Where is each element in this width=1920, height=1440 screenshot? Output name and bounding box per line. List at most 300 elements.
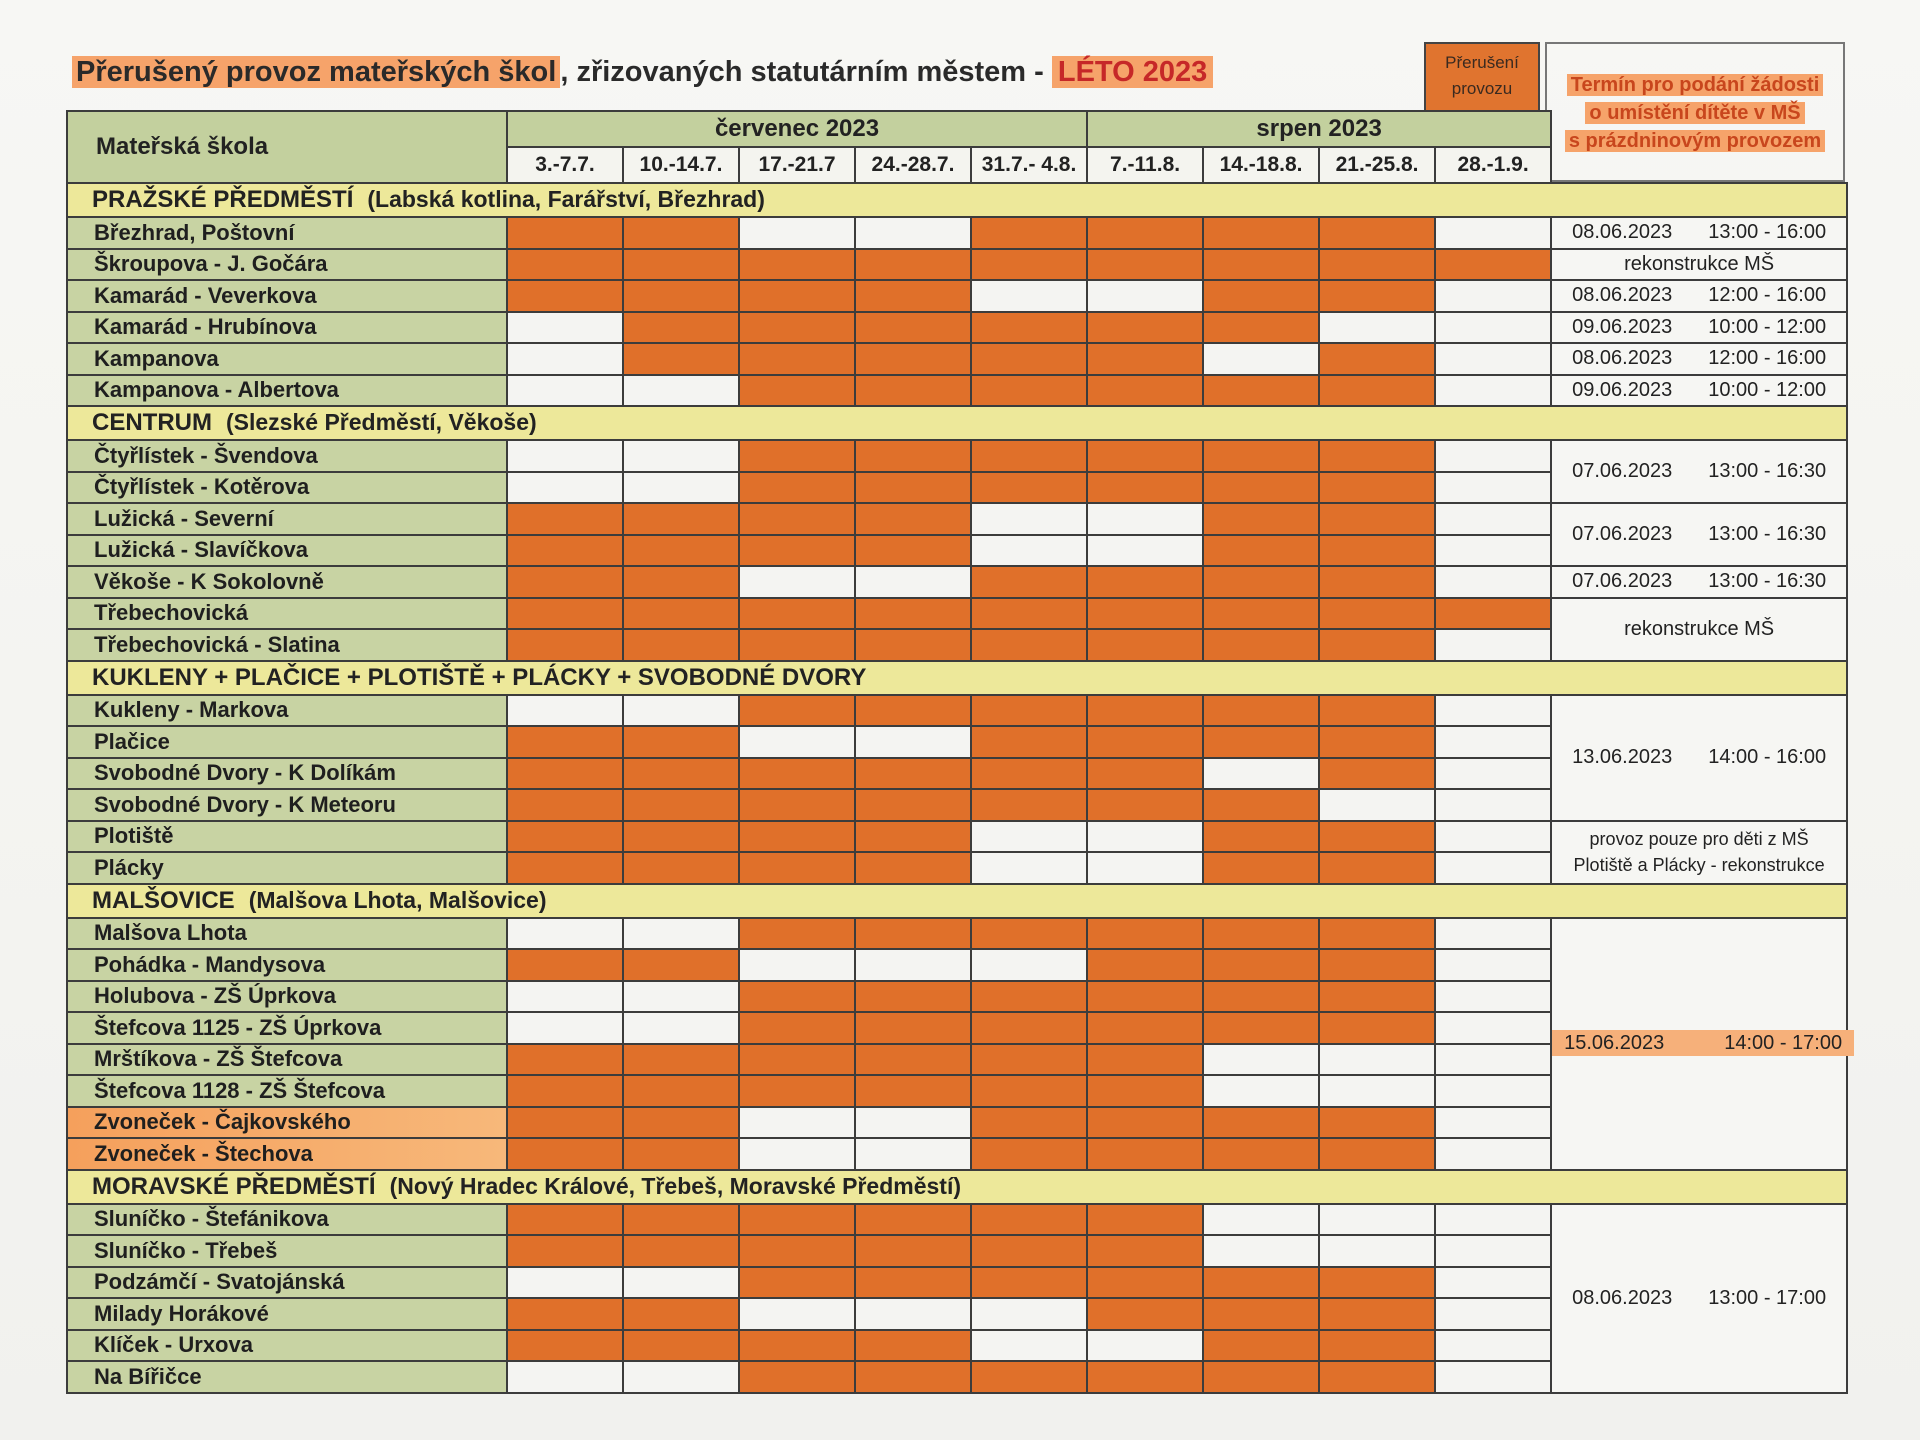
closed-week-cell [739,789,855,821]
closed-week-cell [623,343,739,375]
closed-week-cell [1087,789,1203,821]
term-time: 14:00 - 17:00 [1718,1030,1848,1056]
closed-week-cell [855,503,971,535]
closed-week-cell [1087,1298,1203,1330]
term-time: 13:00 - 16:30 [1708,460,1827,482]
open-week-cell [1435,852,1551,884]
closed-week-cell [623,629,739,661]
open-week-cell [1435,758,1551,790]
term-note: rekonstrukce MŠ [1624,617,1775,640]
open-week-cell [623,695,739,727]
open-week-cell [739,726,855,758]
closed-week-cell [623,598,739,630]
closed-week-cell [1203,535,1319,567]
open-week-cell [739,217,855,249]
open-week-cell [507,918,623,950]
closed-week-cell [1203,249,1319,281]
closed-week-cell [1319,981,1435,1013]
term-date: 15.06.2023 [1558,1030,1670,1056]
closed-week-cell [1319,249,1435,281]
open-week-cell [623,472,739,504]
open-week-cell [1435,1235,1551,1267]
term-date: 08.06.2023 [1572,347,1673,370]
legend-line-2: provozu [1451,79,1513,98]
legend-line-1: Přerušení [1445,53,1519,72]
closed-week-cell [739,280,855,312]
week-header: 31.7.- 4.8. [971,147,1087,183]
table-row [67,312,1847,344]
school-name: Plačice [67,726,507,758]
closed-week-cell [971,343,1087,375]
open-week-cell [1203,1075,1319,1107]
schedule-table [66,110,1848,1394]
closed-week-cell [855,1267,971,1299]
application-term-cell [1551,312,1847,344]
closed-week-cell [1203,1138,1319,1170]
closed-week-cell [1319,758,1435,790]
closed-week-cell [1087,343,1203,375]
closed-week-cell [1087,981,1203,1013]
closed-week-cell [1087,1012,1203,1044]
open-week-cell [1319,1044,1435,1076]
closed-week-cell [507,1330,623,1362]
open-week-cell [855,949,971,981]
closed-week-cell [971,1044,1087,1076]
open-week-cell [1087,280,1203,312]
open-week-cell [855,566,971,598]
closed-week-cell [1435,249,1551,281]
closed-week-cell [855,535,971,567]
closed-week-cell [1203,1012,1319,1044]
closed-week-cell [971,981,1087,1013]
open-week-cell [507,312,623,344]
open-week-cell [1435,472,1551,504]
open-week-cell [623,1267,739,1299]
term-time: 14:00 - 16:00 [1708,746,1827,768]
school-name: Svobodné Dvory - K Dolíkám [67,758,507,790]
open-week-cell [1435,1267,1551,1299]
closed-week-cell [971,758,1087,790]
closed-week-cell [739,375,855,407]
closed-week-cell [1087,1107,1203,1139]
term-datetime [1572,460,1826,482]
term-time: 12:00 - 16:00 [1708,284,1827,307]
closed-week-cell [1087,566,1203,598]
closed-week-cell [1319,629,1435,661]
closed-week-cell [971,695,1087,727]
closed-week-cell [507,1075,623,1107]
application-term-cell [1551,375,1847,407]
open-week-cell [1435,981,1551,1013]
closed-week-cell [739,249,855,281]
closed-week-cell [1203,375,1319,407]
closed-week-cell [1087,1361,1203,1393]
closed-week-cell [507,535,623,567]
closed-week-cell [1087,217,1203,249]
term-date: 07.06.2023 [1572,523,1673,545]
term-datetime [1552,1030,1854,1056]
closed-week-cell [1319,852,1435,884]
open-week-cell [507,343,623,375]
term-header-line-3: s prázdninovým provozem [1565,130,1825,152]
closed-week-cell [971,312,1087,344]
school-name: Malšova Lhota [67,918,507,950]
section-header [67,183,1847,217]
closed-week-cell [855,981,971,1013]
open-week-cell [1435,1204,1551,1236]
closed-week-cell [1319,1267,1435,1299]
open-week-cell [1435,695,1551,727]
closed-week-cell [1319,375,1435,407]
open-week-cell [1435,217,1551,249]
closed-week-cell [1319,695,1435,727]
term-note-line-1: provoz pouze pro děti z MŠ [1589,829,1809,849]
closed-week-cell [623,1235,739,1267]
closed-week-cell [1087,1075,1203,1107]
open-week-cell [739,949,855,981]
school-name: Štefcova 1128 - ZŠ Štefcova [67,1075,507,1107]
open-week-cell [1087,821,1203,853]
closed-week-cell [623,535,739,567]
closed-week-cell [507,1298,623,1330]
closed-week-cell [623,566,739,598]
school-name: Svobodné Dvory - K Meteoru [67,789,507,821]
term-datetime [1572,379,1826,401]
closed-week-cell [739,1044,855,1076]
school-name: Milady Horákové [67,1298,507,1330]
closed-week-cell [1203,821,1319,853]
closed-week-cell [507,758,623,790]
closed-week-cell [739,695,855,727]
closed-week-cell [1203,1361,1319,1393]
school-name: Plotiště [67,821,507,853]
term-date: 08.06.2023 [1572,1286,1673,1309]
closed-week-cell [623,1107,739,1139]
closed-week-cell [623,852,739,884]
closed-week-cell [507,1235,623,1267]
title-part-3: LÉTO 2023 [1052,56,1213,88]
closed-week-cell [1203,280,1319,312]
closed-week-cell [1087,1235,1203,1267]
closed-week-cell [1087,726,1203,758]
open-week-cell [971,535,1087,567]
closed-week-cell [971,1204,1087,1236]
closed-week-cell [739,1235,855,1267]
school-name: Pohádka - Mandysova [67,949,507,981]
closed-week-cell [855,629,971,661]
open-week-cell [855,1298,971,1330]
closed-week-cell [1203,1298,1319,1330]
week-header: 3.-7.7. [507,147,623,183]
school-name: Zvoneček - Čajkovského [67,1107,507,1139]
closed-week-cell [1087,1138,1203,1170]
closed-week-cell [855,1075,971,1107]
section-name: MORAVSKÉ PŘEDMĚSTÍ [92,1172,376,1200]
closed-week-cell [623,1075,739,1107]
section-header [67,1170,1847,1204]
term-datetime [1572,284,1826,306]
open-week-cell [1435,343,1551,375]
month-header-august: srpen 2023 [1087,111,1551,147]
closed-week-cell [1087,1204,1203,1236]
closed-week-cell [1435,598,1551,630]
closed-week-cell [1087,312,1203,344]
school-name: Kukleny - Markova [67,695,507,727]
school-name: Zvoneček - Štechova [67,1138,507,1170]
school-name: Podzámčí - Svatojánská [67,1267,507,1299]
closed-week-cell [1087,695,1203,727]
table-row [67,918,1847,950]
closed-week-cell [1203,981,1319,1013]
open-week-cell [1435,821,1551,853]
closed-week-cell [1319,1012,1435,1044]
closed-week-cell [1319,1107,1435,1139]
open-week-cell [739,1107,855,1139]
closed-week-cell [1319,1298,1435,1330]
table-row [67,375,1847,407]
application-term-cell [1551,566,1847,598]
closed-week-cell [1203,440,1319,472]
table-row [67,343,1847,375]
term-datetime [1572,221,1826,243]
open-week-cell [739,566,855,598]
open-week-cell [971,1330,1087,1362]
title-part-2: , zřizovaných statutárním městem - [560,56,1052,88]
closed-week-cell [971,1075,1087,1107]
open-week-cell [971,1298,1087,1330]
closed-week-cell [507,821,623,853]
closed-week-cell [971,375,1087,407]
closed-week-cell [623,503,739,535]
closed-week-cell [971,217,1087,249]
closed-week-cell [1203,472,1319,504]
table-row [67,503,1847,535]
table-row [67,695,1847,727]
term-time: 10:00 - 12:00 [1708,378,1827,401]
closed-week-cell [507,249,623,281]
closed-week-cell [507,726,623,758]
closed-week-cell [1319,1361,1435,1393]
closed-week-cell [739,1204,855,1236]
open-week-cell [623,1012,739,1044]
closed-week-cell [623,280,739,312]
open-week-cell [1203,758,1319,790]
closed-week-cell [1319,821,1435,853]
school-name: Škroupova - J. Gočára [67,249,507,281]
closed-week-cell [623,1298,739,1330]
section-name: KUKLENY + PLAČICE + PLOTIŠTĚ + PLÁCKY + SVOBODNÉ DVORY [92,663,867,691]
closed-week-cell [623,1044,739,1076]
closed-week-cell [623,1138,739,1170]
section-header [67,406,1847,440]
closed-week-cell [623,217,739,249]
closed-week-cell [855,312,971,344]
application-term-cell [1551,695,1847,821]
closed-week-cell [855,1044,971,1076]
term-date: 13.06.2023 [1572,746,1673,768]
closed-week-cell [507,280,623,312]
closed-week-cell [1319,217,1435,249]
closed-week-cell [507,1204,623,1236]
closed-week-cell [739,758,855,790]
closed-week-cell [739,852,855,884]
open-week-cell [1435,629,1551,661]
open-week-cell [1087,503,1203,535]
closed-week-cell [971,566,1087,598]
closed-week-cell [1203,312,1319,344]
closed-week-cell [855,1361,971,1393]
closed-week-cell [1319,1138,1435,1170]
closed-week-cell [971,789,1087,821]
open-week-cell [971,280,1087,312]
open-week-cell [507,695,623,727]
term-date: 07.06.2023 [1572,570,1673,593]
section-subtitle: (Labská kotlina, Farářství, Březhrad) [367,186,765,212]
application-term-cell [1551,598,1847,661]
closed-week-cell [855,1204,971,1236]
open-week-cell [739,1298,855,1330]
open-week-cell [623,981,739,1013]
closed-week-cell [623,312,739,344]
open-week-cell [1435,1361,1551,1393]
closed-week-cell [855,343,971,375]
month-header-july: červenec 2023 [507,111,1087,147]
closed-week-cell [623,789,739,821]
closed-week-cell [1319,918,1435,950]
closed-week-cell [1087,249,1203,281]
school-name: Sluníčko - Třebeš [67,1235,507,1267]
open-week-cell [623,375,739,407]
closed-week-cell [1087,1267,1203,1299]
table-row [67,217,1847,249]
school-name: Březhrad, Poštovní [67,217,507,249]
closed-week-cell [1319,343,1435,375]
section-row [67,661,1847,695]
closed-week-cell [855,1235,971,1267]
school-name: Kampanova [67,343,507,375]
closed-week-cell [971,1267,1087,1299]
open-week-cell [1087,852,1203,884]
closed-week-cell [507,1107,623,1139]
closed-week-cell [1203,1107,1319,1139]
open-week-cell [1435,949,1551,981]
open-week-cell [971,503,1087,535]
legend-interruption [1424,42,1540,112]
term-date: 08.06.2023 [1572,284,1673,307]
application-term-cell [1551,918,1847,1170]
table-row [67,598,1847,630]
term-date: 09.06.2023 [1572,378,1673,401]
term-header-line-2: o umístění dítěte v MŠ [1585,102,1804,124]
table-row [67,1204,1847,1236]
open-week-cell [855,726,971,758]
open-week-cell [971,852,1087,884]
section-row [67,406,1847,440]
closed-week-cell [1319,598,1435,630]
school-name: Třebechovická [67,598,507,630]
week-header: 7.-11.8. [1087,147,1203,183]
open-week-cell [855,217,971,249]
closed-week-cell [623,821,739,853]
open-week-cell [507,1267,623,1299]
closed-week-cell [739,981,855,1013]
week-header: 10.-14.7. [623,147,739,183]
closed-week-cell [1319,535,1435,567]
section-subtitle: (Nový Hradec Králové, Třebeš, Moravské Předměstí) [389,1172,961,1199]
closed-week-cell [1087,949,1203,981]
closed-week-cell [507,1044,623,1076]
school-name: Třebechovická - Slatina [67,629,507,661]
closed-week-cell [1087,629,1203,661]
closed-week-cell [507,566,623,598]
closed-week-cell [971,440,1087,472]
closed-week-cell [623,1330,739,1362]
closed-week-cell [1319,949,1435,981]
closed-week-cell [855,821,971,853]
closed-week-cell [855,280,971,312]
closed-week-cell [1203,852,1319,884]
closed-week-cell [507,949,623,981]
title-part-1: Přerušený provoz mateřských škol [72,56,560,88]
closed-week-cell [507,598,623,630]
closed-week-cell [1203,629,1319,661]
application-term-cell [1551,440,1847,503]
open-week-cell [1435,726,1551,758]
closed-week-cell [1319,1330,1435,1362]
closed-week-cell [1203,503,1319,535]
closed-week-cell [739,918,855,950]
closed-week-cell [1319,566,1435,598]
section-header [67,661,1847,695]
school-name: Sluníčko - Štefánikova [67,1204,507,1236]
closed-week-cell [971,1138,1087,1170]
closed-week-cell [1087,1044,1203,1076]
section-header [67,884,1847,918]
open-week-cell [1435,1012,1551,1044]
closed-week-cell [1087,758,1203,790]
application-term-cell [1551,343,1847,375]
closed-week-cell [507,1138,623,1170]
closed-week-cell [855,440,971,472]
closed-week-cell [739,821,855,853]
closed-week-cell [507,789,623,821]
closed-week-cell [623,1204,739,1236]
closed-week-cell [1319,440,1435,472]
open-week-cell [1435,1330,1551,1362]
open-week-cell [1319,312,1435,344]
closed-week-cell [1203,949,1319,981]
open-week-cell [1319,789,1435,821]
week-header: 14.-18.8. [1203,147,1319,183]
application-term-cell [1551,249,1847,281]
closed-week-cell [855,1330,971,1362]
term-date: 07.06.2023 [1572,460,1673,482]
term-datetime [1572,347,1826,369]
closed-week-cell [1319,503,1435,535]
closed-week-cell [971,1235,1087,1267]
open-week-cell [507,440,623,472]
open-week-cell [1319,1204,1435,1236]
school-name: Mrštíkova - ZŠ Štefcova [67,1044,507,1076]
application-term-cell [1551,280,1847,312]
closed-week-cell [1319,472,1435,504]
closed-week-cell [971,629,1087,661]
closed-week-cell [1203,217,1319,249]
closed-week-cell [739,472,855,504]
closed-week-cell [739,343,855,375]
closed-week-cell [623,249,739,281]
term-date: 08.06.2023 [1572,221,1673,244]
